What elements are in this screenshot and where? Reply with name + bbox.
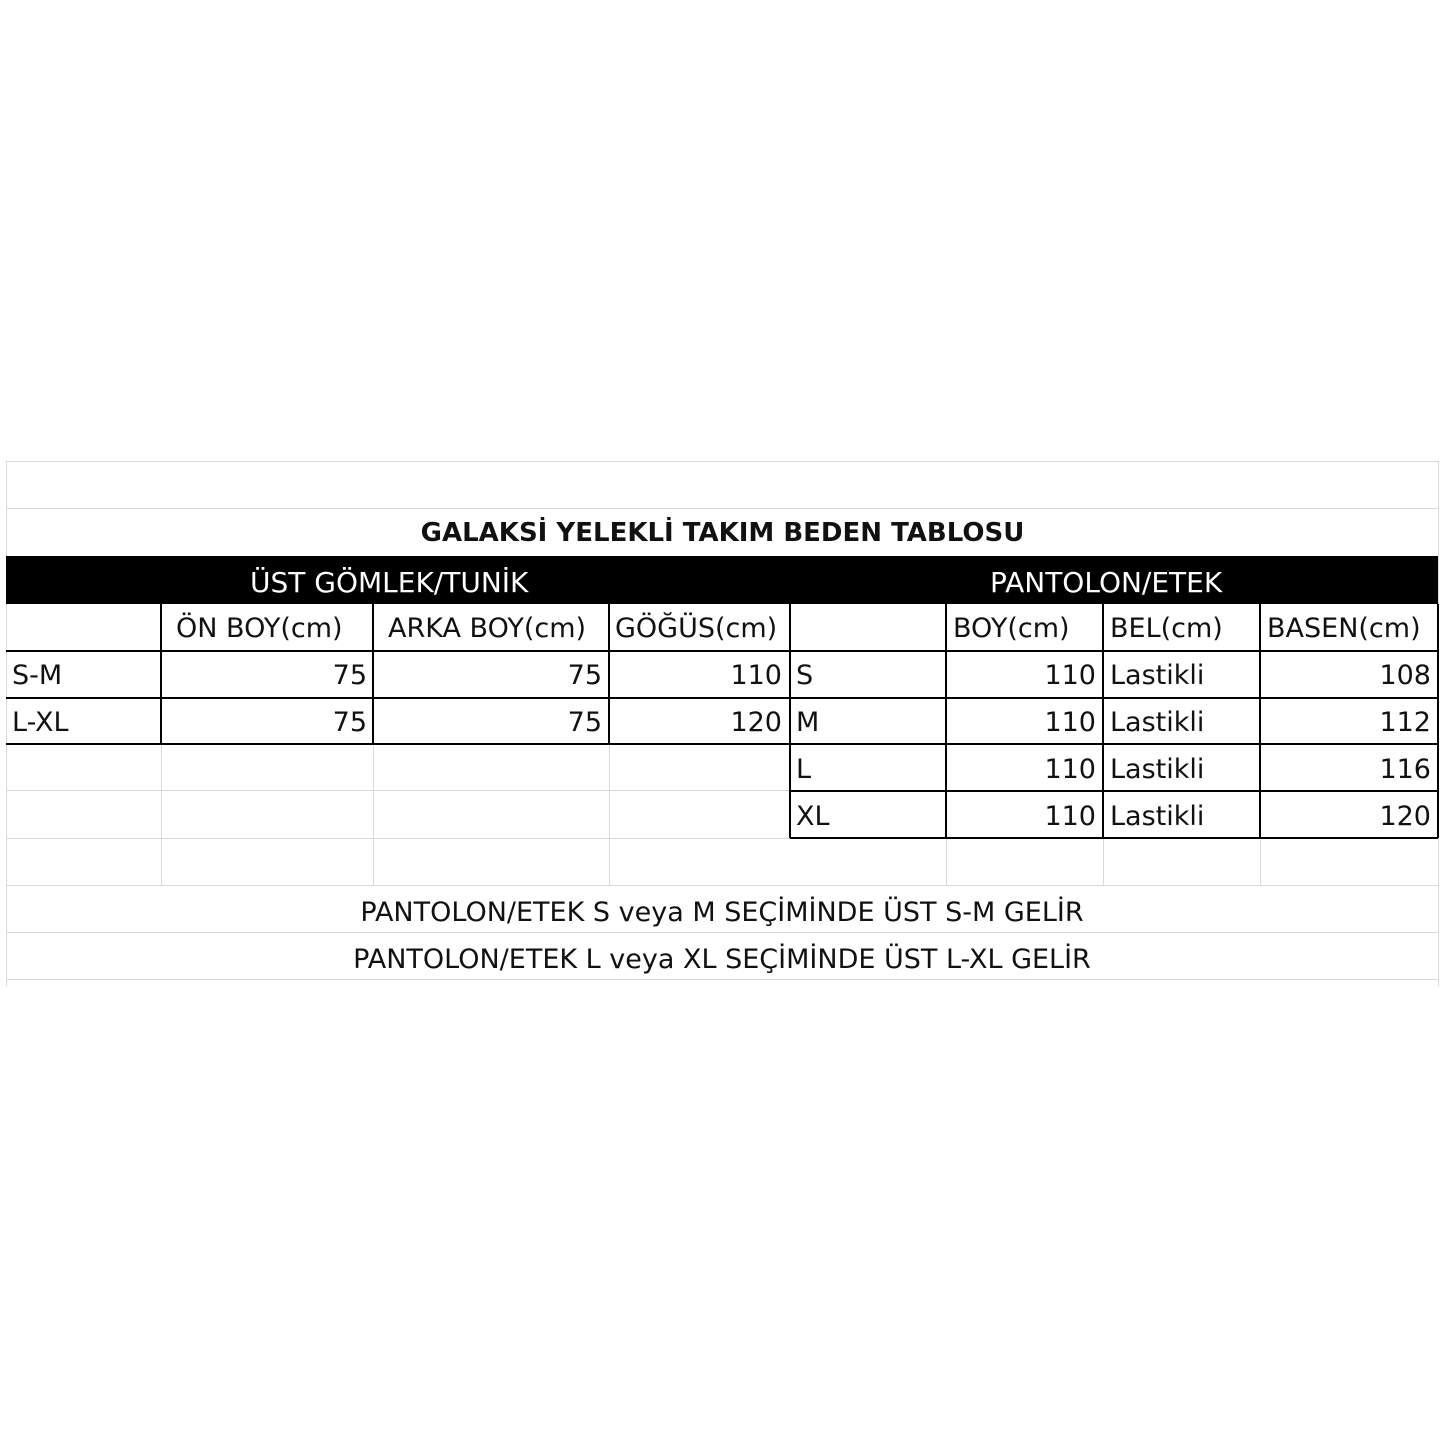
grid-line (1260, 838, 1261, 885)
column-header-bel: BEL(cm) (1110, 613, 1223, 644)
table-border (790, 697, 1438, 699)
table-cell: 108 (1379, 660, 1431, 691)
table-cell: 75 (332, 707, 367, 738)
grid-line (609, 744, 610, 885)
note-line: PANTOLON/ETEK S veya M SEÇİMİNDE ÜST S-M GELİR (360, 897, 1084, 928)
note-line: PANTOLON/ETEK L veya XL SEÇİMİNDE ÜST L-XL GELİR (353, 944, 1091, 975)
table-cell: 120 (1379, 801, 1431, 832)
size-label: M (796, 707, 820, 738)
size-label: L (796, 754, 812, 785)
size-label: L-XL (12, 707, 69, 738)
column-header-on-boy: ÖN BOY(cm) (176, 613, 343, 644)
grid-line (6, 932, 1438, 933)
grid-line (161, 744, 162, 885)
page-title: GALAKSİ YELEKLİ TAKIM BEDEN TABLOSU (420, 518, 1025, 548)
table-cell: 110 (1044, 801, 1096, 832)
table-cell: Lastikli (1110, 754, 1205, 785)
section-header-band (6, 556, 1438, 604)
table-cell: 110 (1044, 707, 1096, 738)
table-cell: 112 (1379, 707, 1431, 738)
table-border (6, 743, 790, 745)
size-label: S (796, 660, 814, 691)
table-cell: 75 (567, 707, 602, 738)
grid-line (6, 508, 1438, 509)
table-cell: Lastikli (1110, 707, 1205, 738)
bottom-section-label: PANTOLON/ETEK (990, 566, 1223, 599)
table-border (790, 790, 1438, 792)
table-border (790, 837, 1438, 839)
column-header-basen: BASEN(cm) (1267, 613, 1421, 644)
top-section-label: ÜST GÖMLEK/TUNİK (250, 566, 529, 599)
table-border (1102, 604, 1104, 838)
grid-line (6, 461, 1438, 462)
table-cell: 120 (730, 707, 782, 738)
size-label: XL (796, 801, 830, 832)
table-border (6, 650, 790, 652)
grid-line (6, 885, 1438, 886)
grid-line (946, 838, 947, 885)
size-label: S-M (12, 660, 63, 691)
column-header-arka-boy: ARKA BOY(cm) (388, 613, 587, 644)
grid-line (373, 744, 374, 885)
table-cell: 116 (1379, 754, 1431, 785)
table-cell: Lastikli (1110, 801, 1205, 832)
grid-line (1103, 838, 1104, 885)
table-cell: 110 (1044, 660, 1096, 691)
table-border (789, 604, 791, 838)
table-cell: 75 (567, 660, 602, 691)
table-cell: 75 (332, 660, 367, 691)
table-border (1437, 604, 1439, 838)
grid-line (6, 790, 790, 791)
table-border (6, 697, 790, 699)
grid-line (6, 979, 1438, 980)
table-border (790, 743, 1438, 745)
table-cell: 110 (1044, 754, 1096, 785)
table-cell: Lastikli (1110, 660, 1205, 691)
column-header-boy: BOY(cm) (953, 613, 1070, 644)
table-cell: 110 (730, 660, 782, 691)
column-header-gogus: GÖĞÜS(cm) (615, 613, 778, 644)
table-border (790, 650, 1438, 652)
